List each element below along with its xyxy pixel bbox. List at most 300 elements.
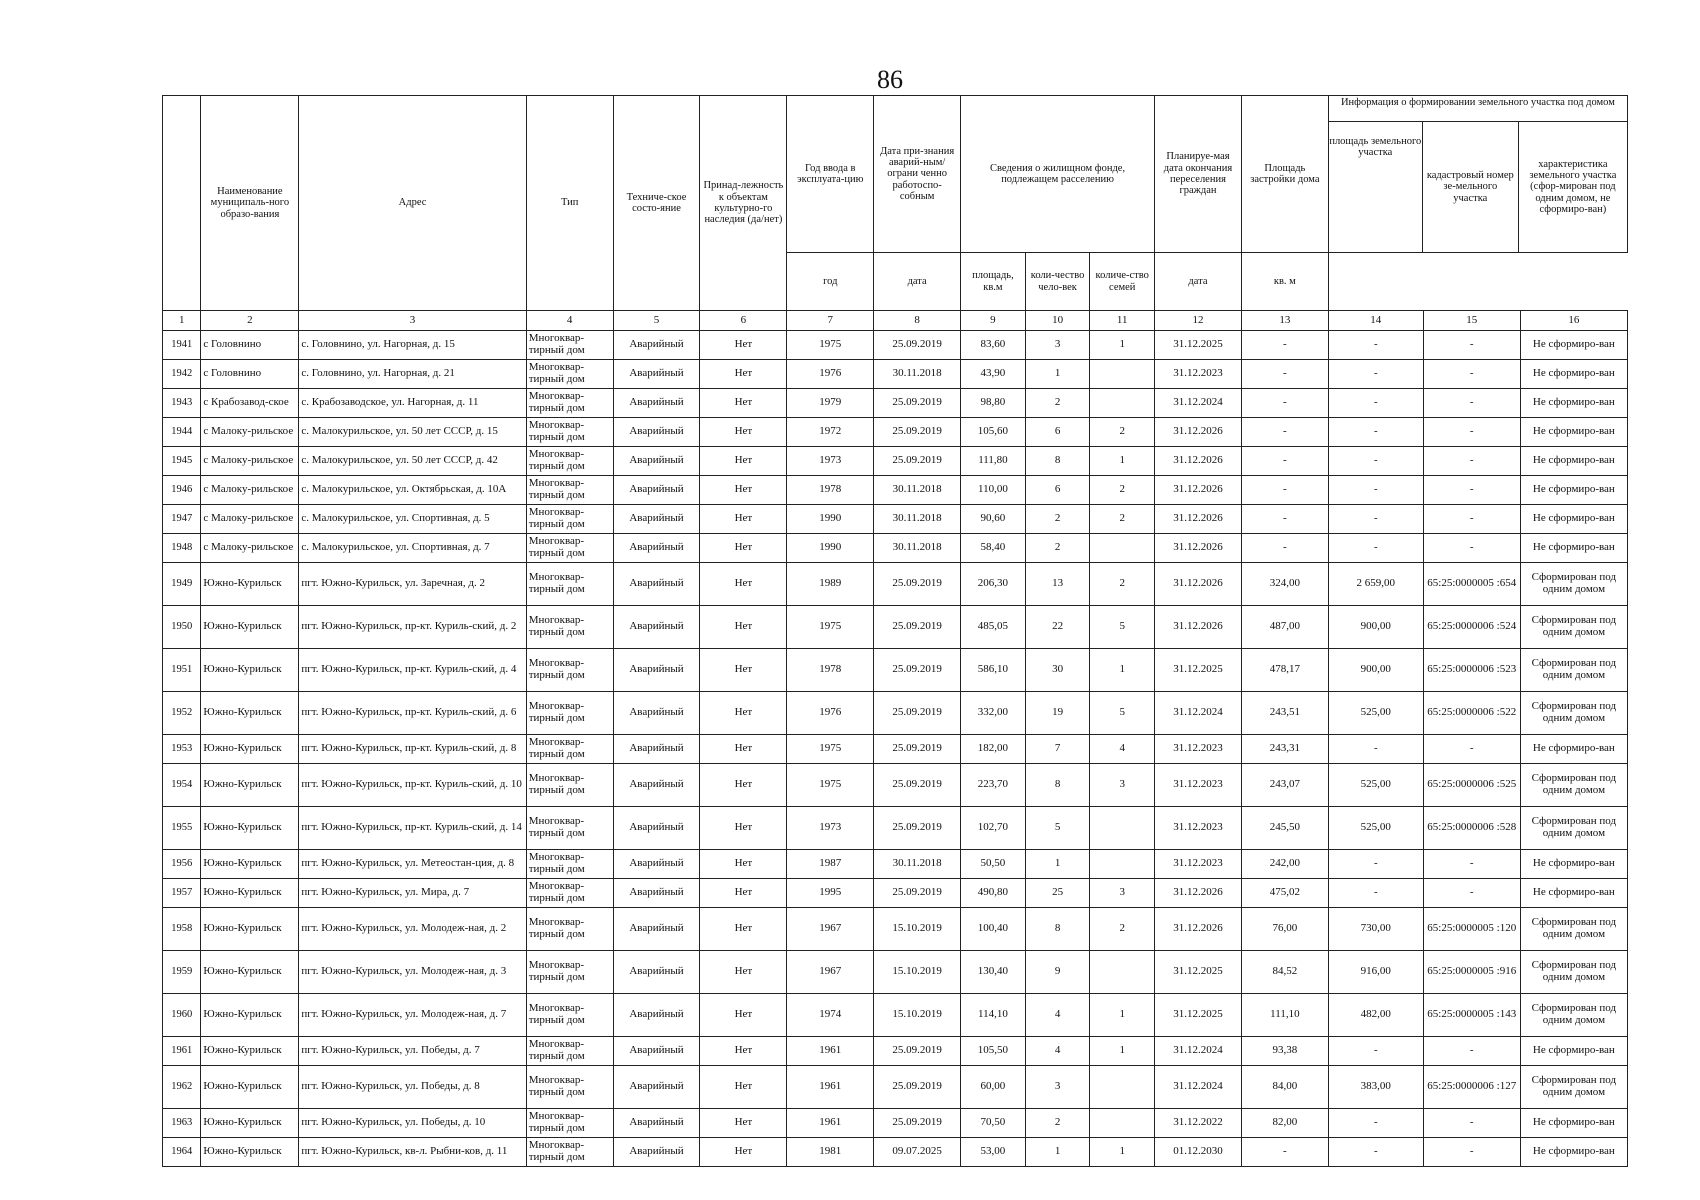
header-land-area: площадь земельного участка (1329, 122, 1423, 252)
families-count-cell: 1 (1090, 649, 1155, 692)
municipality-cell: Южно-Курильск (201, 563, 299, 606)
column-number: 2 (201, 311, 299, 331)
planned-date-cell: 31.12.2024 (1155, 389, 1242, 418)
heritage-cell: Нет (700, 951, 787, 994)
header-emergency-date: Дата при-знания аварий-ным/ограни ченно работоспо-собным (874, 96, 961, 253)
heritage-cell: Нет (700, 1138, 787, 1167)
cadastral-number-cell: - (1423, 389, 1520, 418)
subheader-date: дата (874, 253, 961, 311)
land-characteristic-cell: Не сформиро-ван (1520, 447, 1627, 476)
land-area-cell: 525,00 (1328, 692, 1423, 735)
municipality-cell: Южно-Курильск (201, 606, 299, 649)
municipality-cell: с Малоку-рильское (201, 476, 299, 505)
address-cell: пгт. Южно-Курильск, ул. Молодеж-ная, д. 7 (299, 994, 526, 1037)
land-characteristic-cell: Сформирован под одним домом (1520, 692, 1627, 735)
land-characteristic-cell: Сформирован под одним домом (1520, 951, 1627, 994)
commission-year-cell: 1961 (787, 1037, 874, 1066)
land-area-cell: - (1328, 534, 1423, 563)
heritage-cell: Нет (700, 505, 787, 534)
column-number: 12 (1155, 311, 1242, 331)
emergency-date-cell: 25.09.2019 (874, 649, 961, 692)
people-count-cell: 25 (1025, 879, 1090, 908)
type-cell: Многоквар-тирный дом (526, 505, 613, 534)
emergency-date-cell: 30.11.2018 (874, 360, 961, 389)
address-cell: пгт. Южно-Курильск, ул. Победы, д. 7 (299, 1037, 526, 1066)
commission-year-cell: 1975 (787, 735, 874, 764)
cadastral-number-cell: 65:25:0000006 :523 (1423, 649, 1520, 692)
technical-state-cell: Аварийный (613, 418, 700, 447)
families-count-cell (1090, 807, 1155, 850)
type-cell: Многоквар-тирный дом (526, 447, 613, 476)
type-cell: Многоквар-тирный дом (526, 879, 613, 908)
table-row (163, 764, 1628, 807)
table-row (163, 951, 1628, 994)
type-cell: Многоквар-тирный дом (526, 649, 613, 692)
area-cell: 105,50 (961, 1037, 1026, 1066)
planned-date-cell: 31.12.2026 (1155, 447, 1242, 476)
technical-state-cell: Аварийный (613, 563, 700, 606)
address-cell: пгт. Южно-Курильск, пр-кт. Куриль-ский, д. 14 (299, 807, 526, 850)
people-count-cell: 2 (1025, 1109, 1090, 1138)
municipality-cell: Южно-Курильск (201, 649, 299, 692)
page-number: 86 (877, 65, 903, 94)
heritage-cell: Нет (700, 534, 787, 563)
cadastral-number-cell: 65:25:0000005 :143 (1423, 994, 1520, 1037)
table-row (163, 1037, 1628, 1066)
cadastral-number-cell: 65:25:0000006 :127 (1423, 1066, 1520, 1109)
municipality-cell: с Малоку-рильское (201, 534, 299, 563)
people-count-cell: 1 (1025, 360, 1090, 389)
planned-date-cell: 31.12.2024 (1155, 1066, 1242, 1109)
planned-date-cell: 31.12.2026 (1155, 908, 1242, 951)
planned-date-cell: 31.12.2025 (1155, 994, 1242, 1037)
building-area-cell: - (1241, 534, 1328, 563)
land-area-cell: 482,00 (1328, 994, 1423, 1037)
table-row (163, 1109, 1628, 1138)
row-number: 1957 (163, 879, 201, 908)
address-cell: с. Головнино, ул. Нагорная, д. 21 (299, 360, 526, 389)
commission-year-cell: 1981 (787, 1138, 874, 1167)
municipality-cell: Южно-Курильск (201, 850, 299, 879)
families-count-cell: 2 (1090, 505, 1155, 534)
technical-state-cell: Аварийный (613, 447, 700, 476)
land-characteristic-cell: Не сформиро-ван (1520, 534, 1627, 563)
heritage-cell: Нет (700, 879, 787, 908)
planned-date-cell: 31.12.2026 (1155, 879, 1242, 908)
technical-state-cell: Аварийный (613, 1066, 700, 1109)
table-row (163, 807, 1628, 850)
planned-date-cell: 31.12.2025 (1155, 331, 1242, 360)
header-building-area: Площадь застройки дома (1241, 96, 1328, 253)
commission-year-cell: 1976 (787, 360, 874, 389)
land-characteristic-cell: Сформирован под одним домом (1520, 807, 1627, 850)
table-row (163, 994, 1628, 1037)
header-address: Адрес (299, 96, 526, 311)
subheader-families: количе-ство семей (1090, 253, 1155, 311)
planned-date-cell: 31.12.2025 (1155, 649, 1242, 692)
area-cell: 332,00 (961, 692, 1026, 735)
row-number: 1964 (163, 1138, 201, 1167)
building-area-cell: 84,00 (1241, 1066, 1328, 1109)
families-count-cell: 1 (1090, 994, 1155, 1037)
municipality-cell: Южно-Курильск (201, 735, 299, 764)
emergency-date-cell: 25.09.2019 (874, 418, 961, 447)
people-count-cell: 8 (1025, 764, 1090, 807)
table-row (163, 389, 1628, 418)
address-cell: пгт. Южно-Курильск, ул. Молодеж-ная, д. 2 (299, 908, 526, 951)
building-area-cell: 487,00 (1241, 606, 1328, 649)
type-cell: Многоквар-тирный дом (526, 764, 613, 807)
people-count-cell: 4 (1025, 1037, 1090, 1066)
families-count-cell (1090, 360, 1155, 389)
row-number: 1956 (163, 850, 201, 879)
technical-state-cell: Аварийный (613, 807, 700, 850)
column-number: 8 (874, 311, 961, 331)
technical-state-cell: Аварийный (613, 331, 700, 360)
emergency-date-cell: 25.09.2019 (874, 692, 961, 735)
building-area-cell: 243,07 (1241, 764, 1328, 807)
building-area-cell: - (1241, 476, 1328, 505)
land-area-cell: 900,00 (1328, 606, 1423, 649)
land-characteristic-cell: Сформирован под одним домом (1520, 994, 1627, 1037)
building-area-cell: - (1241, 389, 1328, 418)
people-count-cell: 2 (1025, 389, 1090, 418)
commission-year-cell: 1961 (787, 1109, 874, 1138)
families-count-cell: 2 (1090, 908, 1155, 951)
table-row (163, 447, 1628, 476)
emergency-date-cell: 25.09.2019 (874, 1037, 961, 1066)
emergency-date-cell: 25.09.2019 (874, 563, 961, 606)
area-cell: 53,00 (961, 1138, 1026, 1167)
emergency-date-cell: 25.09.2019 (874, 1066, 961, 1109)
emergency-date-cell: 30.11.2018 (874, 850, 961, 879)
type-cell: Многоквар-тирный дом (526, 908, 613, 951)
area-cell: 100,40 (961, 908, 1026, 951)
technical-state-cell: Аварийный (613, 389, 700, 418)
cadastral-number-cell: - (1423, 735, 1520, 764)
land-area-cell: - (1328, 360, 1423, 389)
type-cell: Многоквар-тирный дом (526, 1109, 613, 1138)
technical-state-cell: Аварийный (613, 505, 700, 534)
table-body (163, 331, 1628, 1167)
table-row (163, 331, 1628, 360)
area-cell: 58,40 (961, 534, 1026, 563)
technical-state-cell: Аварийный (613, 534, 700, 563)
heritage-cell: Нет (700, 563, 787, 606)
commission-year-cell: 1972 (787, 418, 874, 447)
building-area-cell: - (1241, 360, 1328, 389)
municipality-cell: Южно-Курильск (201, 879, 299, 908)
area-cell: 90,60 (961, 505, 1026, 534)
building-area-cell: - (1241, 505, 1328, 534)
area-cell: 586,10 (961, 649, 1026, 692)
subheader-people: коли-чество чело-век (1025, 253, 1090, 311)
people-count-cell: 2 (1025, 534, 1090, 563)
cadastral-number-cell: - (1423, 1037, 1520, 1066)
people-count-cell: 4 (1025, 994, 1090, 1037)
table-row (163, 505, 1628, 534)
people-count-cell: 30 (1025, 649, 1090, 692)
row-number: 1955 (163, 807, 201, 850)
header-row-number (163, 96, 201, 311)
area-cell: 223,70 (961, 764, 1026, 807)
column-number: 1 (163, 311, 201, 331)
header-land-info (1328, 96, 1627, 253)
land-area-cell: - (1328, 735, 1423, 764)
municipality-cell: Южно-Курильск (201, 764, 299, 807)
planned-date-cell: 31.12.2022 (1155, 1109, 1242, 1138)
planned-date-cell: 31.12.2026 (1155, 606, 1242, 649)
row-number: 1948 (163, 534, 201, 563)
heritage-cell: Нет (700, 735, 787, 764)
column-number: 5 (613, 311, 700, 331)
planned-date-cell: 31.12.2023 (1155, 850, 1242, 879)
families-count-cell: 2 (1090, 418, 1155, 447)
land-area-cell: 900,00 (1328, 649, 1423, 692)
row-number: 1958 (163, 908, 201, 951)
technical-state-cell: Аварийный (613, 360, 700, 389)
people-count-cell: 19 (1025, 692, 1090, 735)
planned-date-cell: 31.12.2024 (1155, 692, 1242, 735)
area-cell: 60,00 (961, 1066, 1026, 1109)
building-area-cell: 243,31 (1241, 735, 1328, 764)
table-row (163, 1138, 1628, 1167)
people-count-cell: 7 (1025, 735, 1090, 764)
cadastral-number-cell: 65:25:0000006 :524 (1423, 606, 1520, 649)
area-cell: 50,50 (961, 850, 1026, 879)
municipality-cell: с Малоку-рильское (201, 447, 299, 476)
row-number: 1951 (163, 649, 201, 692)
address-cell: пгт. Южно-Курильск, пр-кт. Куриль-ский, д. 2 (299, 606, 526, 649)
row-number: 1944 (163, 418, 201, 447)
area-cell: 182,00 (961, 735, 1026, 764)
families-count-cell: 4 (1090, 735, 1155, 764)
land-characteristic-cell: Не сформиро-ван (1520, 1037, 1627, 1066)
table-row (163, 1066, 1628, 1109)
land-characteristic-cell: Не сформиро-ван (1520, 879, 1627, 908)
emergency-date-cell: 30.11.2018 (874, 534, 961, 563)
commission-year-cell: 1975 (787, 606, 874, 649)
technical-state-cell: Аварийный (613, 951, 700, 994)
land-area-cell: 730,00 (1328, 908, 1423, 951)
building-area-cell: - (1241, 331, 1328, 360)
municipality-cell: Южно-Курильск (201, 807, 299, 850)
emergency-date-cell: 25.09.2019 (874, 735, 961, 764)
address-cell: пгт. Южно-Курильск, ул. Победы, д. 10 (299, 1109, 526, 1138)
land-characteristic-cell: Не сформиро-ван (1520, 389, 1627, 418)
type-cell: Многоквар-тирный дом (526, 476, 613, 505)
municipality-cell: Южно-Курильск (201, 951, 299, 994)
building-area-cell: - (1241, 418, 1328, 447)
planned-date-cell: 31.12.2023 (1155, 360, 1242, 389)
municipality-cell: Южно-Курильск (201, 908, 299, 951)
column-number: 3 (299, 311, 526, 331)
commission-year-cell: 1967 (787, 951, 874, 994)
planned-date-cell: 31.12.2023 (1155, 807, 1242, 850)
planned-date-cell: 31.12.2024 (1155, 1037, 1242, 1066)
people-count-cell: 3 (1025, 331, 1090, 360)
municipality-cell: Южно-Курильск (201, 1066, 299, 1109)
land-characteristic-cell: Не сформиро-ван (1520, 476, 1627, 505)
row-number: 1962 (163, 1066, 201, 1109)
emergency-date-cell: 25.09.2019 (874, 447, 961, 476)
address-cell: пгт. Южно-Курильск, пр-кт. Куриль-ский, д. 10 (299, 764, 526, 807)
commission-year-cell: 1978 (787, 476, 874, 505)
planned-date-cell: 31.12.2026 (1155, 534, 1242, 563)
area-cell: 102,70 (961, 807, 1026, 850)
technical-state-cell: Аварийный (613, 476, 700, 505)
row-number: 1961 (163, 1037, 201, 1066)
column-number: 11 (1090, 311, 1155, 331)
address-cell: пгт. Южно-Курильск, пр-кт. Куриль-ский, д. 6 (299, 692, 526, 735)
header-land-info-title: Информация о формировании земельного участка под домом (1329, 96, 1627, 122)
emergency-date-cell: 09.07.2025 (874, 1138, 961, 1167)
table-row (163, 879, 1628, 908)
column-number: 13 (1241, 311, 1328, 331)
cadastral-number-cell: - (1423, 1109, 1520, 1138)
technical-state-cell: Аварийный (613, 994, 700, 1037)
planned-date-cell: 31.12.2026 (1155, 505, 1242, 534)
column-number: 16 (1520, 311, 1627, 331)
land-characteristic-cell: Не сформиро-ван (1520, 360, 1627, 389)
row-number: 1943 (163, 389, 201, 418)
families-count-cell (1090, 534, 1155, 563)
municipality-cell: Южно-Курильск (201, 692, 299, 735)
commission-year-cell: 1961 (787, 1066, 874, 1109)
technical-state-cell: Аварийный (613, 649, 700, 692)
row-number: 1952 (163, 692, 201, 735)
table-row (163, 360, 1628, 389)
land-characteristic-cell: Не сформиро-ван (1520, 1109, 1627, 1138)
land-area-cell: - (1328, 447, 1423, 476)
municipality-cell: Южно-Курильск (201, 1109, 299, 1138)
building-area-cell: 245,50 (1241, 807, 1328, 850)
land-characteristic-cell: Сформирован под одним домом (1520, 563, 1627, 606)
row-number: 1954 (163, 764, 201, 807)
land-area-cell: 2 659,00 (1328, 563, 1423, 606)
address-cell: пгт. Южно-Курильск, кв-л. Рыбни-ков, д. 11 (299, 1138, 526, 1167)
technical-state-cell: Аварийный (613, 1109, 700, 1138)
row-number: 1945 (163, 447, 201, 476)
planned-date-cell: 01.12.2030 (1155, 1138, 1242, 1167)
land-area-cell: - (1328, 505, 1423, 534)
cadastral-number-cell: - (1423, 850, 1520, 879)
area-cell: 43,90 (961, 360, 1026, 389)
commission-year-cell: 1973 (787, 447, 874, 476)
table-row (163, 606, 1628, 649)
heritage-cell: Нет (700, 418, 787, 447)
emergency-date-cell: 25.09.2019 (874, 1109, 961, 1138)
heritage-cell: Нет (700, 360, 787, 389)
cadastral-number-cell: - (1423, 534, 1520, 563)
municipality-cell: с Малоку-рильское (201, 505, 299, 534)
families-count-cell: 2 (1090, 563, 1155, 606)
municipality-cell: с Крабозавод-ское (201, 389, 299, 418)
address-cell: с. Малокурильское, ул. Спортивная, д. 7 (299, 534, 526, 563)
land-characteristic-cell: Не сформиро-ван (1520, 1138, 1627, 1167)
technical-state-cell: Аварийный (613, 879, 700, 908)
land-characteristic-cell: Не сформиро-ван (1520, 505, 1627, 534)
planned-date-cell: 31.12.2025 (1155, 951, 1242, 994)
column-number: 10 (1025, 311, 1090, 331)
building-area-cell: 82,00 (1241, 1109, 1328, 1138)
cadastral-number-cell: - (1423, 476, 1520, 505)
emergency-date-cell: 25.09.2019 (874, 764, 961, 807)
table-row (163, 563, 1628, 606)
column-number: 6 (700, 311, 787, 331)
commission-year-cell: 1975 (787, 764, 874, 807)
families-count-cell (1090, 1109, 1155, 1138)
address-cell: с. Крабозаводское, ул. Нагорная, д. 11 (299, 389, 526, 418)
cadastral-number-cell: - (1423, 331, 1520, 360)
emergency-date-cell: 30.11.2018 (874, 505, 961, 534)
families-count-cell: 5 (1090, 606, 1155, 649)
planned-date-cell: 31.12.2023 (1155, 735, 1242, 764)
emergency-date-cell: 25.09.2019 (874, 606, 961, 649)
emergency-date-cell: 15.10.2019 (874, 951, 961, 994)
people-count-cell: 5 (1025, 807, 1090, 850)
technical-state-cell: Аварийный (613, 1138, 700, 1167)
column-number: 4 (526, 311, 613, 331)
address-cell: пгт. Южно-Курильск, ул. Победы, д. 8 (299, 1066, 526, 1109)
commission-year-cell: 1990 (787, 505, 874, 534)
municipality-cell: с Малоку-рильское (201, 418, 299, 447)
building-area-cell: 84,52 (1241, 951, 1328, 994)
families-count-cell (1090, 1066, 1155, 1109)
municipality-cell: Южно-Курильск (201, 1138, 299, 1167)
table-row (163, 418, 1628, 447)
heritage-cell: Нет (700, 331, 787, 360)
subheader-planned-date: дата (1155, 253, 1242, 311)
cadastral-number-cell: - (1423, 360, 1520, 389)
type-cell: Многоквар-тирный дом (526, 389, 613, 418)
land-characteristic-cell: Не сформиро-ван (1520, 418, 1627, 447)
header-municipality: Наименование муниципаль-ного образо-вания (201, 96, 299, 311)
families-count-cell: 1 (1090, 447, 1155, 476)
type-cell: Многоквар-тирный дом (526, 360, 613, 389)
technical-state-cell: Аварийный (613, 908, 700, 951)
land-area-cell: - (1328, 476, 1423, 505)
area-cell: 70,50 (961, 1109, 1026, 1138)
technical-state-cell: Аварийный (613, 735, 700, 764)
subheader-area: площадь, кв.м (961, 253, 1026, 311)
families-count-cell (1090, 951, 1155, 994)
people-count-cell: 1 (1025, 850, 1090, 879)
type-cell: Многоквар-тирный дом (526, 563, 613, 606)
header-planned-date: Планируе-мая дата окончания переселения граждан (1155, 96, 1242, 253)
heritage-cell: Нет (700, 1066, 787, 1109)
heritage-cell: Нет (700, 1109, 787, 1138)
table-row (163, 692, 1628, 735)
column-number: 7 (787, 311, 874, 331)
land-area-cell: - (1328, 418, 1423, 447)
people-count-cell: 3 (1025, 1066, 1090, 1109)
address-cell: пгт. Южно-Курильск, ул. Мира, д. 7 (299, 879, 526, 908)
people-count-cell: 13 (1025, 563, 1090, 606)
building-area-cell: 76,00 (1241, 908, 1328, 951)
land-area-cell: - (1328, 850, 1423, 879)
cadastral-number-cell: - (1423, 1138, 1520, 1167)
land-area-cell: 525,00 (1328, 764, 1423, 807)
building-area-cell: 243,51 (1241, 692, 1328, 735)
emergency-date-cell: 25.09.2019 (874, 879, 961, 908)
heritage-cell: Нет (700, 606, 787, 649)
technical-state-cell: Аварийный (613, 606, 700, 649)
table-row (163, 735, 1628, 764)
planned-date-cell: 31.12.2026 (1155, 563, 1242, 606)
type-cell: Многоквар-тирный дом (526, 994, 613, 1037)
cadastral-number-cell: 65:25:0000006 :528 (1423, 807, 1520, 850)
